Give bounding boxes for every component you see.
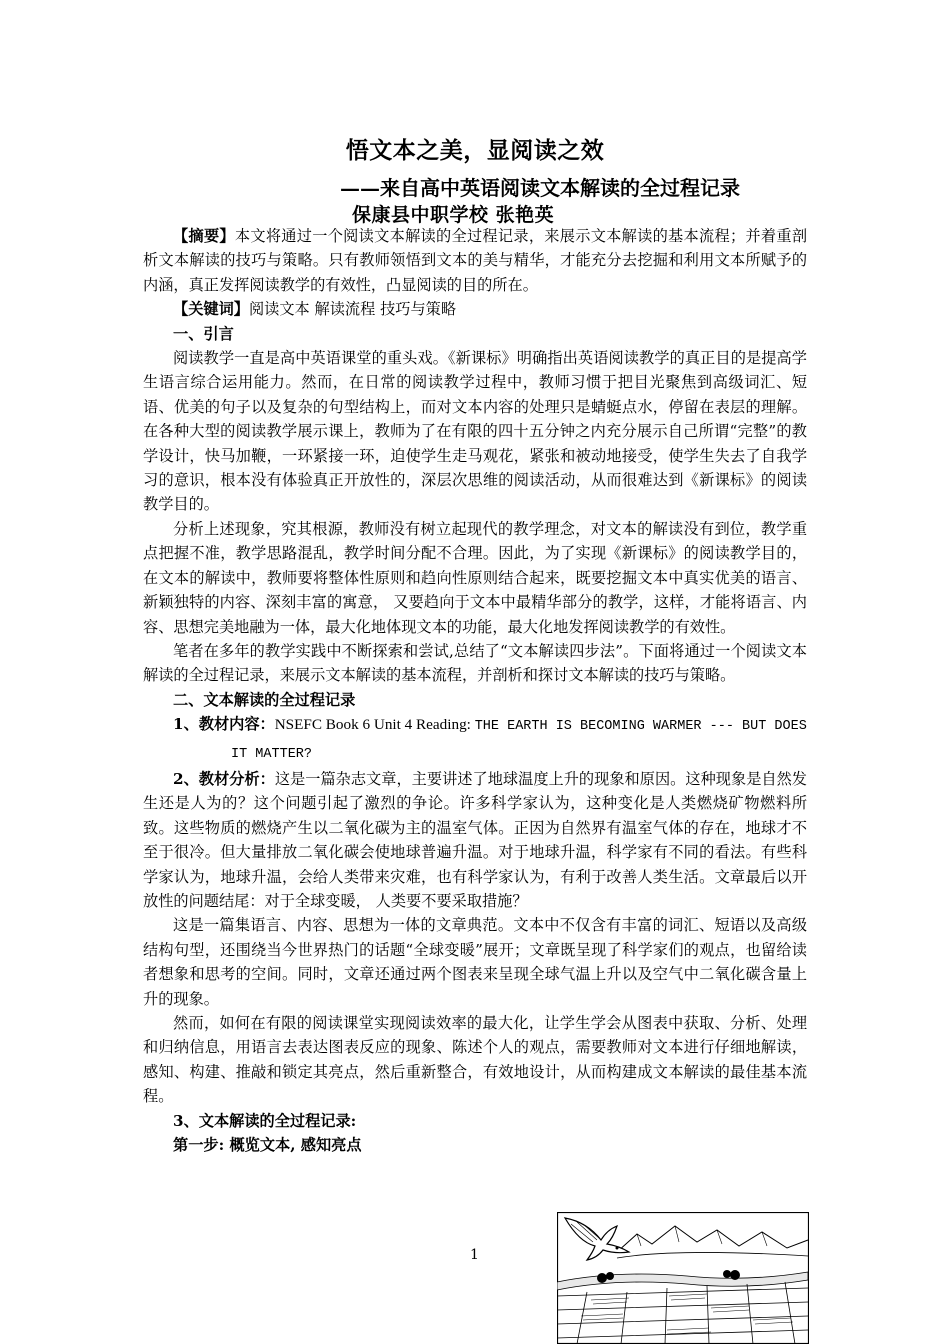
item-2-paragraph-3: 然而，如何在有限的阅读课堂实现阅读效率的最大化，让学生学会从图表中获取、分析、处理和归纳信息，用语言去表达图表反应的现象、陈述个人的观点，需要教师对文本进行仔细地解读，感知、构建、推敲和锁定其亮点，然后重新整合，有效地设计，从而构建成文本解读的最佳基本流程。 xyxy=(143,1014,807,1106)
item-1-title: THE EARTH IS BECOMING WARMER --- BUT DOES IT MATTER? xyxy=(231,719,807,762)
landscape-illustration xyxy=(557,1212,809,1344)
item-1-label: 1、教材内容： xyxy=(173,715,275,734)
section-1-paragraph-3: 笔者在多年的教学实践中不断探索和尝试,总结了“文本解读四步法”。下面将通过一个阅读文本解读的全过程记录，来展示文本解读的基本流程，并剖析和探讨文本解读的技巧与策略。 xyxy=(143,641,807,685)
keywords-text: 阅读文本 解读流程 技巧与策略 xyxy=(248,300,457,319)
page-number: 1 xyxy=(470,1247,479,1263)
item-3-heading: 3、文本解读的全过程记录: xyxy=(173,1111,357,1130)
section-1-paragraph-1: 阅读教学一直是高中英语课堂的重头戏。《新课标》明确指出英语阅读教学的真正目的是提高学生语言综合运用能力。然而，在日常的阅读教学过程中，教师习惯于把目光聚焦到高级词汇、短语、优美的句子以及复杂的句型结构上，而对文本内容的处理只是蜻蜓点水，停留在表层的理解。在各种大型的阅读教学展示课上，教师为了在有限的四十五分钟之内充分展示自己所谓“完整”的教学设计，快马加鞭，一环紧接一环，迫使学生走马观花，紧张和被动地接受，使学生失去了自我学习的意识，根本没有体验真正开放性的，深层次思维的阅读活动，从而很难达到《新课标》的阅读教学目的。 xyxy=(143,349,807,514)
abstract-label: 【摘要】 xyxy=(173,227,235,245)
section-1-heading: 一、引言 xyxy=(173,324,234,343)
step-1-heading: 第一步: 概览文本, 感知亮点 xyxy=(173,1136,362,1155)
document-title: 悟文本之美，显阅读之效 xyxy=(345,137,605,164)
item-2-paragraph-2: 这是一篇集语言、内容、思想为一体的文章典范。文本中不仅含有丰富的词汇、短语以及高级结构句型，还围绕当今世界热门的话题“全球变暖”展开；文章既呈现了科学家们的观点，也留给读者想象和思考的空间。同时，文章还通过两个图表来呈现全球气温上升以及空气中二氧化碳含量上升的现象。 xyxy=(143,916,807,1008)
item-1-book: NSEFC Book 6 Unit 4 Reading: xyxy=(274,716,475,734)
document-subtitle: ——来自高中英语阅读文本解读的全过程记录 xyxy=(340,176,740,200)
keywords-paragraph xyxy=(143,297,807,321)
section-1-paragraph-2: 分析上述现象，究其根源，教师没有树立起现代的教学理念，对文本的解读没有到位，教学重点把握不准，教学思路混乱，教学时间分配不合理。因此，为了实现《新课标》的阅读教学目的，在文本的解读中，教师要将整体性原则和趋向性原则结合起来，既要挖掘文本中真实优美的语言、新颖独特的内容、深刻丰富的寓意， 又要趋向于文本中最精华部分的教学，这样，才能将语言、内容、思想完美地融为一体，最大化地体现文本的功能，最大化地发挥阅读教学的有效性。 xyxy=(143,519,807,636)
item-2-paragraph-1 xyxy=(143,767,807,913)
item-2-text: 这是一篇杂志文章，主要讲述了地球温度上升的现象和原因。这种现象是自然发生还是人为的？这个问题引起了激烈的争论。许多科学家认为，这种变化是人类燃烧矿物燃料所致。这些物质的燃烧产生以二氧化碳为主的温室气体。正因为自然界有温室气体的存在，地球才不至于很冷。但大量排放二氧化碳会使地球普遍升温。对于地球升温，科学家有不同的看法。有些科学家认为，地球升温，会给人类带来灾难，也有科学家认为，有利于改善人类生活。文章最后以开放性的问题结尾：对于全球变暖， 人类要不要采取措施？ xyxy=(143,769,807,910)
section-2-heading: 二、文本解读的全过程记录 xyxy=(173,690,356,709)
keywords-label: 【关键词】 xyxy=(173,300,249,319)
abstract-text: 本文将通过一个阅读文本解读的全过程记录，来展示文本解读的基本流程；并着重剖析文本解读的技巧与策略。只有教师领悟到文本的美与精华，才能充分去挖掘和利用文本所赋予的内涵，真正发挥阅读教学的有效性，凸显阅读的目的所在。 xyxy=(143,227,808,294)
document-body xyxy=(143,224,807,1157)
document-author: 保康县中职学校 张艳英 xyxy=(352,204,555,226)
item-2-label: 2、教材分析： xyxy=(173,769,275,788)
abstract-paragraph xyxy=(143,224,807,297)
item-1-paragraph xyxy=(143,712,807,767)
